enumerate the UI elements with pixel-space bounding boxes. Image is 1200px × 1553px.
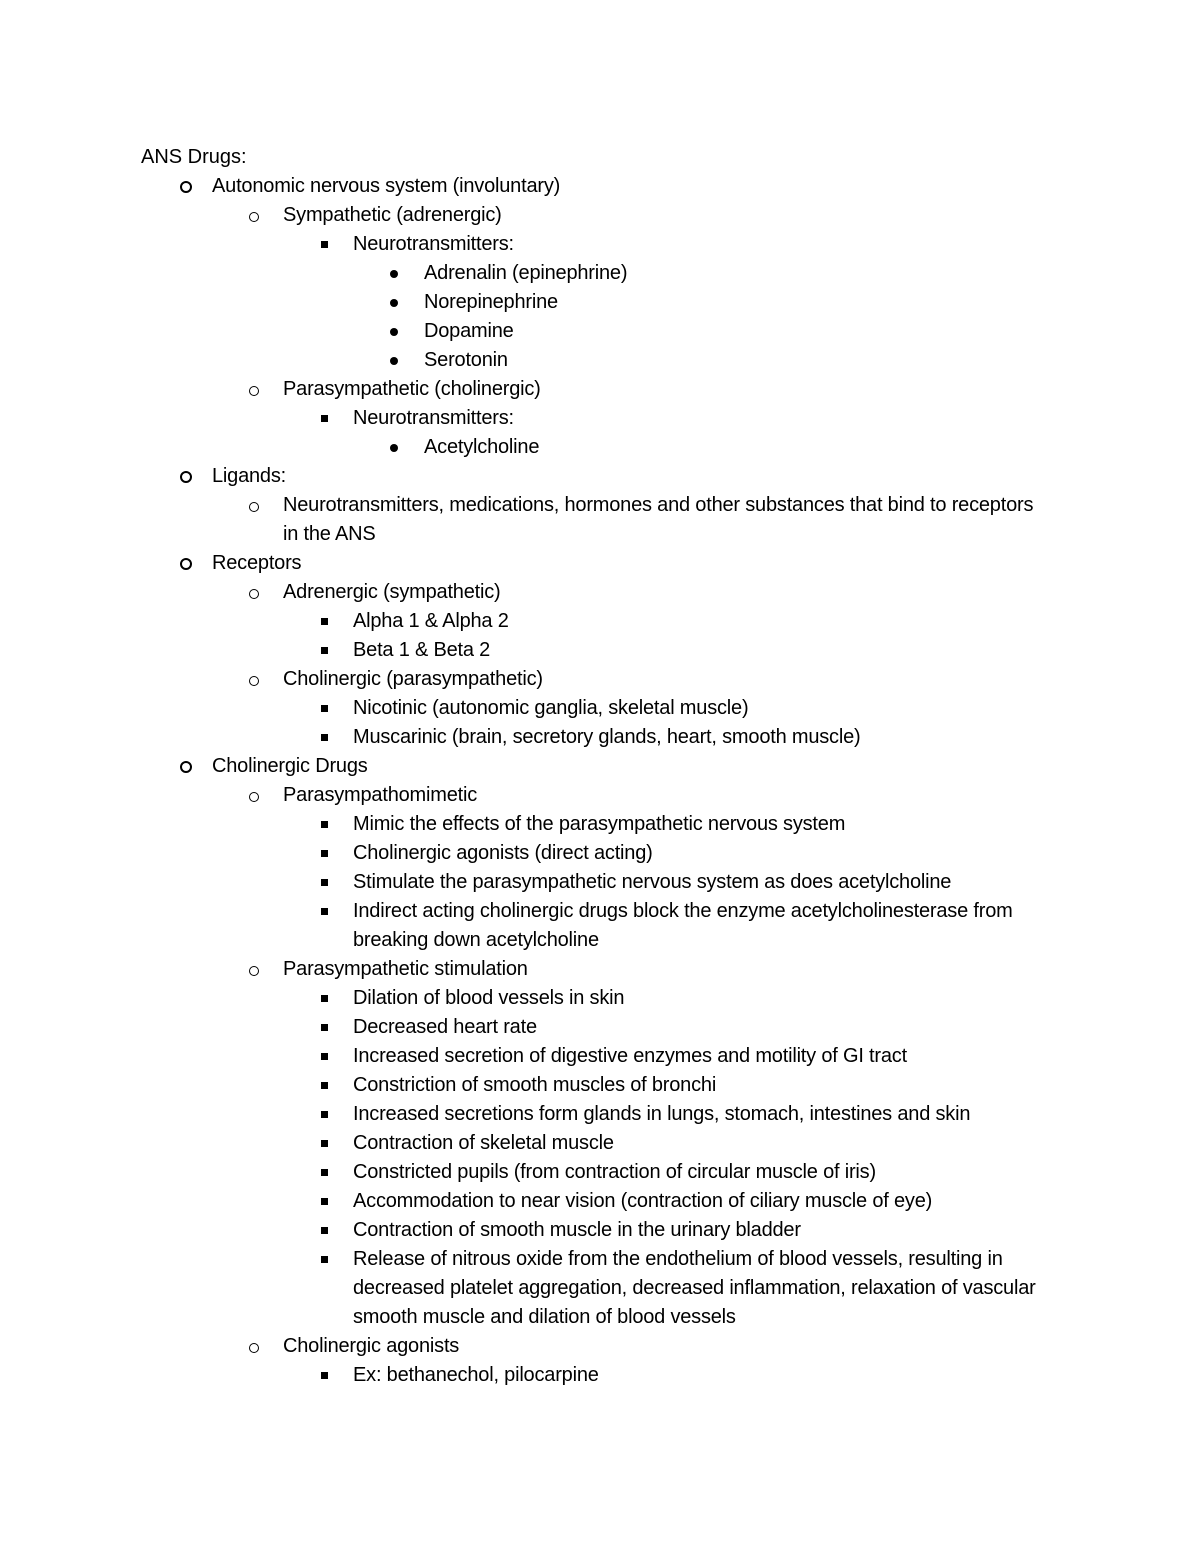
outline-item-text: Autonomic nervous system (involuntary) [212,175,561,197]
outline-item-text: Stimulate the parasympathetic nervous system as does acetylcholine [353,871,952,893]
square-bullet-icon [316,1216,332,1245]
small-circle-bullet-icon [246,578,262,607]
outline-item-text: Serotonin [424,349,508,371]
outline-item-level-4 [0,317,1054,346]
outline-item-level-1 [0,462,1042,491]
dot-bullet-icon [386,346,402,375]
square-bullet-icon [316,1187,332,1216]
small-circle-bullet-icon [246,491,262,520]
outline-item-text: Muscarinic (brain, secretory glands, heart, smooth muscle) [353,726,861,748]
small-circle-bullet-icon [246,1332,262,1361]
outline-item-text: Cholinergic agonists [283,1335,460,1357]
square-bullet-icon [316,839,332,868]
outline-item-level-3 [0,1158,1053,1187]
square-bullet-icon [316,1042,332,1071]
square-bullet-icon [316,230,332,259]
outline-item-level-3 [0,1042,1053,1071]
outline-item-level-3 [0,1013,1053,1042]
outline-item-level-3 [0,723,1053,752]
outline-item-text: Receptors [212,552,302,574]
square-bullet-icon [316,984,332,1013]
outline-item-text: Accommodation to near vision (contraction of ciliary muscle of eye) [353,1190,933,1212]
outline-item-level-2 [0,201,1043,230]
outline-item-level-3 [0,1100,1053,1129]
hollow-circle-bullet-icon [176,549,196,578]
outline-list [0,172,1200,1390]
outline-item-level-2 [0,578,1043,607]
square-bullet-icon [316,1100,332,1129]
square-bullet-icon [316,868,332,897]
outline-item-text: Parasympathomimetic [283,784,478,806]
small-circle-bullet-icon [246,201,262,230]
outline-item-text: Alpha 1 & Alpha 2 [353,610,509,632]
outline-item-level-3 [0,1129,1053,1158]
small-circle-bullet-icon [246,781,262,810]
square-bullet-icon [316,404,332,433]
outline-item-text: Increased secretion of digestive enzymes and motility of GI tract [353,1045,907,1067]
outline-item-text: Decreased heart rate [353,1016,537,1038]
outline-item-text: Neurotransmitters: [353,233,514,255]
square-bullet-icon [316,1129,332,1158]
outline-item-level-2 [0,375,1043,404]
outline-item-level-2 [0,665,1043,694]
outline-item-text: Ex: bethanechol, pilocarpine [353,1364,599,1386]
outline-item-level-3 [0,1071,1053,1100]
square-bullet-icon [316,1361,332,1390]
square-bullet-icon [316,1071,332,1100]
square-bullet-icon [316,694,332,723]
square-bullet-icon [316,1245,332,1274]
outline-item-text: Parasympathetic stimulation [283,958,528,980]
outline-item-text: Increased secretions form glands in lungs, stomach, intestines and skin [353,1103,971,1125]
outline-item-level-4 [0,346,1054,375]
outline-item-level-2 [0,955,1043,984]
outline-item-level-3 [0,230,1053,259]
outline-item-text: Contraction of smooth muscle in the urinary bladder [353,1219,801,1241]
outline-item-level-4 [0,259,1054,288]
outline-item-text: Constriction of smooth muscles of bronchi [353,1074,717,1096]
outline-item-text: Ligands: [212,465,287,487]
outline-item-text: Adrenalin (epinephrine) [424,262,628,284]
outline-item-level-2 [0,491,1043,549]
outline-item-level-3 [0,694,1053,723]
outline-item-text: Constricted pupils (from contraction of circular muscle of iris) [353,1161,876,1183]
outline-item-level-4 [0,433,1054,462]
square-bullet-icon [316,1013,332,1042]
outline-item-level-3 [0,897,1053,955]
outline-item-text: Cholinergic Drugs [212,755,368,777]
outline-item-text: Contraction of skeletal muscle [353,1132,614,1154]
outline-item-text: Neurotransmitters: [353,407,514,429]
outline-item-level-1 [0,172,1042,201]
outline-item-level-3 [0,868,1053,897]
outline-item-level-3 [0,607,1053,636]
outline-item-level-3 [0,1187,1053,1216]
outline-item-text: Norepinephrine [424,291,558,313]
outline-item-level-3 [0,1216,1053,1245]
hollow-circle-bullet-icon [176,752,196,781]
hollow-circle-bullet-icon [176,462,196,491]
small-circle-bullet-icon [246,665,262,694]
outline-item-text: Indirect acting cholinergic drugs block the enzyme acetylcholinesterase from breaking down acetylcholine [353,900,1013,951]
square-bullet-icon [316,810,332,839]
outline-item-level-3 [0,839,1053,868]
outline-item-level-3 [0,404,1053,433]
outline-item-level-1 [0,752,1042,781]
outline-item-text: Neurotransmitters, medications, hormones and other substances that bind to receptors in the ANS [283,494,1034,545]
outline-item-text: Acetylcholine [424,436,540,458]
outline-item-text: Sympathetic (adrenergic) [283,204,502,226]
outline-item-level-3 [0,636,1053,665]
dot-bullet-icon [386,317,402,346]
outline-item-level-2 [0,1332,1043,1361]
square-bullet-icon [316,636,332,665]
square-bullet-icon [316,607,332,636]
outline-item-text: Release of nitrous oxide from the endothelium of blood vessels, resulting in decreased platelet aggregation, decreased inflammation, relaxation of vascular smooth muscle and dilation of blood vessels [353,1248,1036,1328]
outline-item-text: Adrenergic (sympathetic) [283,581,501,603]
hollow-circle-bullet-icon [176,172,196,201]
outline-item-text: Parasympathetic (cholinergic) [283,378,541,400]
outline-item-level-3 [0,984,1053,1013]
outline-item-text: Dilation of blood vessels in skin [353,987,625,1009]
outline-item-text: Beta 1 & Beta 2 [353,639,491,661]
outline-item-level-3 [0,810,1053,839]
square-bullet-icon [316,897,332,926]
small-circle-bullet-icon [246,375,262,404]
dot-bullet-icon [386,433,402,462]
outline-item-level-4 [0,288,1054,317]
dot-bullet-icon [386,288,402,317]
outline-item-text: Cholinergic (parasympathetic) [283,668,543,690]
outline-item-level-3 [0,1361,1053,1390]
outline-item-level-1 [0,549,1042,578]
small-circle-bullet-icon [246,955,262,984]
outline-item-text: Mimic the effects of the parasympathetic nervous system [353,813,846,835]
document-title: ANS Drugs: [141,146,247,168]
outline-item-level-2 [0,781,1043,810]
outline-item-text: Cholinergic agonists (direct acting) [353,842,653,864]
outline-item-level-3 [0,1245,1053,1332]
square-bullet-icon [316,723,332,752]
outline-item-text: Nicotinic (autonomic ganglia, skeletal muscle) [353,697,749,719]
square-bullet-icon [316,1158,332,1187]
outline-item-text: Dopamine [424,320,514,342]
dot-bullet-icon [386,259,402,288]
